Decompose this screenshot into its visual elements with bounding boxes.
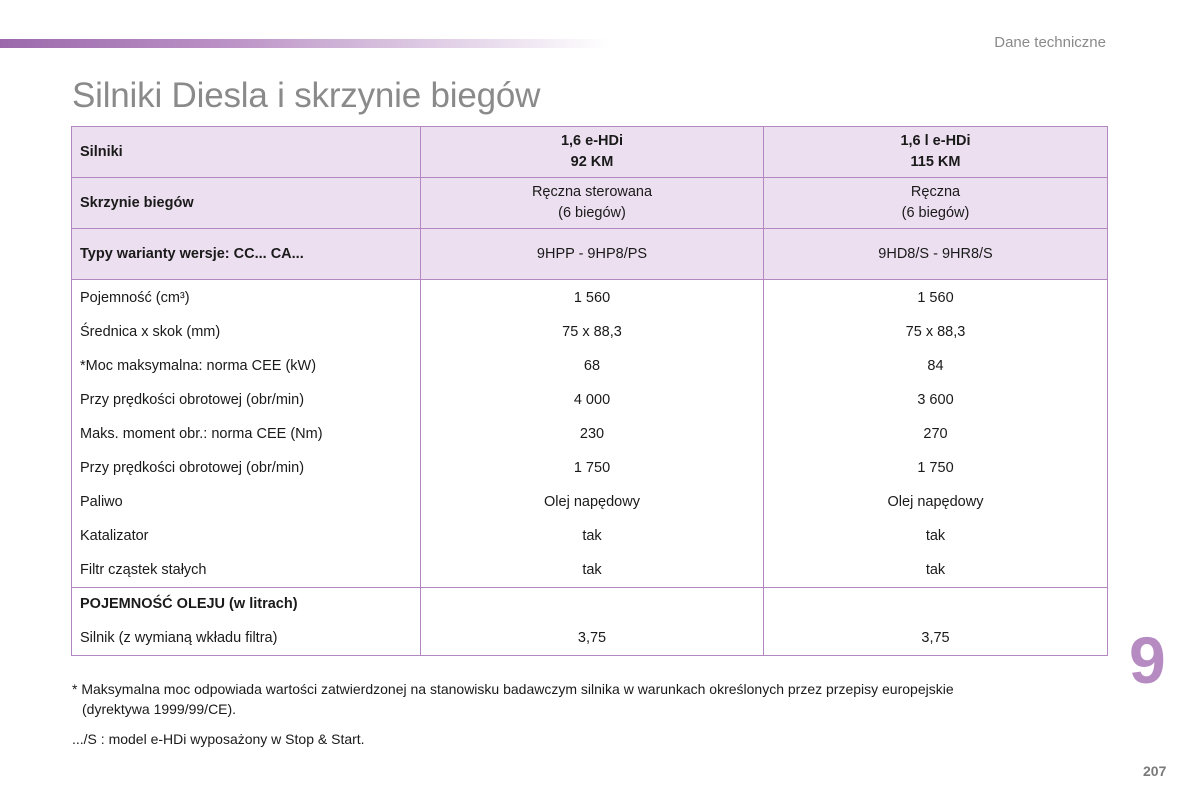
row-label: Przy prędkości obrotowej (obr/min): [72, 451, 421, 485]
table-row: [72, 315, 1108, 349]
row-label: *Moc maksymalna: norma CEE (kW): [72, 349, 421, 383]
empty-cell: [764, 588, 1108, 622]
value-col1: 1 750: [421, 451, 764, 485]
table-row: [72, 451, 1108, 485]
value-col1: Olej napędowy: [421, 485, 764, 519]
gearbox-2-type: Ręczna: [910, 184, 961, 200]
engine-2-name: 1,6 l e-HDi: [900, 133, 971, 149]
value-col2: tak: [764, 519, 1108, 553]
table-row: [72, 349, 1108, 383]
table-row: [72, 519, 1108, 553]
gearbox-2-gears: (6 biegów): [901, 205, 970, 221]
gearbox-2-cell: [764, 178, 1108, 229]
value-col1: 230: [421, 417, 764, 451]
value-col2: 84: [764, 349, 1108, 383]
row-label: Typy warianty wersje: CC... CA...: [72, 229, 421, 280]
row-label: Średnica x skok (mm): [72, 315, 421, 349]
value-col1: tak: [421, 553, 764, 588]
value-col2: Olej napędowy: [764, 485, 1108, 519]
empty-cell: [421, 588, 764, 622]
oil-capacity-header-row: [72, 588, 1108, 622]
engine-1-power: 92 KM: [570, 154, 614, 170]
table-row: [72, 621, 1108, 656]
page-title: Silniki Diesla i skrzynie biegów: [72, 76, 541, 115]
engine-1-name: 1,6 e-HDi: [560, 133, 624, 149]
row-label: Skrzynie biegów: [72, 178, 421, 229]
value-col1: 4 000: [421, 383, 764, 417]
variant-2-cell: 9HD8/S - 9HR8/S: [764, 229, 1108, 280]
table-header-row-gearboxes: [72, 178, 1108, 229]
chapter-number: 9: [1129, 623, 1166, 697]
gearbox-1-cell: [421, 178, 764, 229]
table-row: [72, 280, 1108, 316]
section-header: Dane techniczne: [994, 34, 1106, 51]
value-col2: 1 560: [764, 280, 1108, 316]
value-col1: tak: [421, 519, 764, 553]
header-accent-bar: [0, 39, 610, 48]
row-label: Maks. moment obr.: norma CEE (Nm): [72, 417, 421, 451]
engine-2-cell: [764, 127, 1108, 178]
row-label: Przy prędkości obrotowej (obr/min): [72, 383, 421, 417]
row-label: Katalizator: [72, 519, 421, 553]
engine-spec-table: [71, 126, 1108, 656]
footnote-max-power: [72, 679, 1072, 719]
value-col2: 270: [764, 417, 1108, 451]
oil-capacity-title: POJEMNOŚĆ OLEJU (w litrach): [72, 588, 421, 622]
table-header-row-variants: [72, 229, 1108, 280]
row-label: Silniki: [72, 127, 421, 178]
row-label: Pojemność (cm³): [72, 280, 421, 316]
engine-1-cell: [421, 127, 764, 178]
footnote-line: (dyrektywa 1999/99/CE).: [82, 701, 237, 717]
row-label: Paliwo: [72, 485, 421, 519]
variant-1-cell: 9HPP - 9HP8/PS: [421, 229, 764, 280]
table-row: [72, 553, 1108, 588]
value-col2: 75 x 88,3: [764, 315, 1108, 349]
table-row: [72, 485, 1108, 519]
value-col1: 75 x 88,3: [421, 315, 764, 349]
footnote-line: * Maksymalna moc odpowiada wartości zatwierdzonej na stanowisku badawczym silnika w warunkach określonych przez przepisy europejskie: [72, 681, 954, 697]
footnote-stop-start: .../S : model e-HDi wyposażony w Stop & Start.: [72, 731, 365, 747]
table-header-row-engines: [72, 127, 1108, 178]
row-label: Silnik (z wymianą wkładu filtra): [72, 621, 421, 656]
table-row: [72, 383, 1108, 417]
value-col2: tak: [764, 553, 1108, 588]
value-col1: 3,75: [421, 621, 764, 656]
gearbox-1-gears: (6 biegów): [558, 205, 626, 221]
engine-2-power: 115 KM: [910, 154, 961, 170]
table-row: [72, 417, 1108, 451]
page-number: 207: [1143, 763, 1167, 779]
row-label: Filtr cząstek stałych: [72, 553, 421, 588]
gearbox-1-type: Ręczna sterowana: [531, 184, 653, 200]
value-col2: 3,75: [764, 621, 1108, 656]
value-col2: 1 750: [764, 451, 1108, 485]
value-col2: 3 600: [764, 383, 1108, 417]
value-col1: 1 560: [421, 280, 764, 316]
value-col1: 68: [421, 349, 764, 383]
